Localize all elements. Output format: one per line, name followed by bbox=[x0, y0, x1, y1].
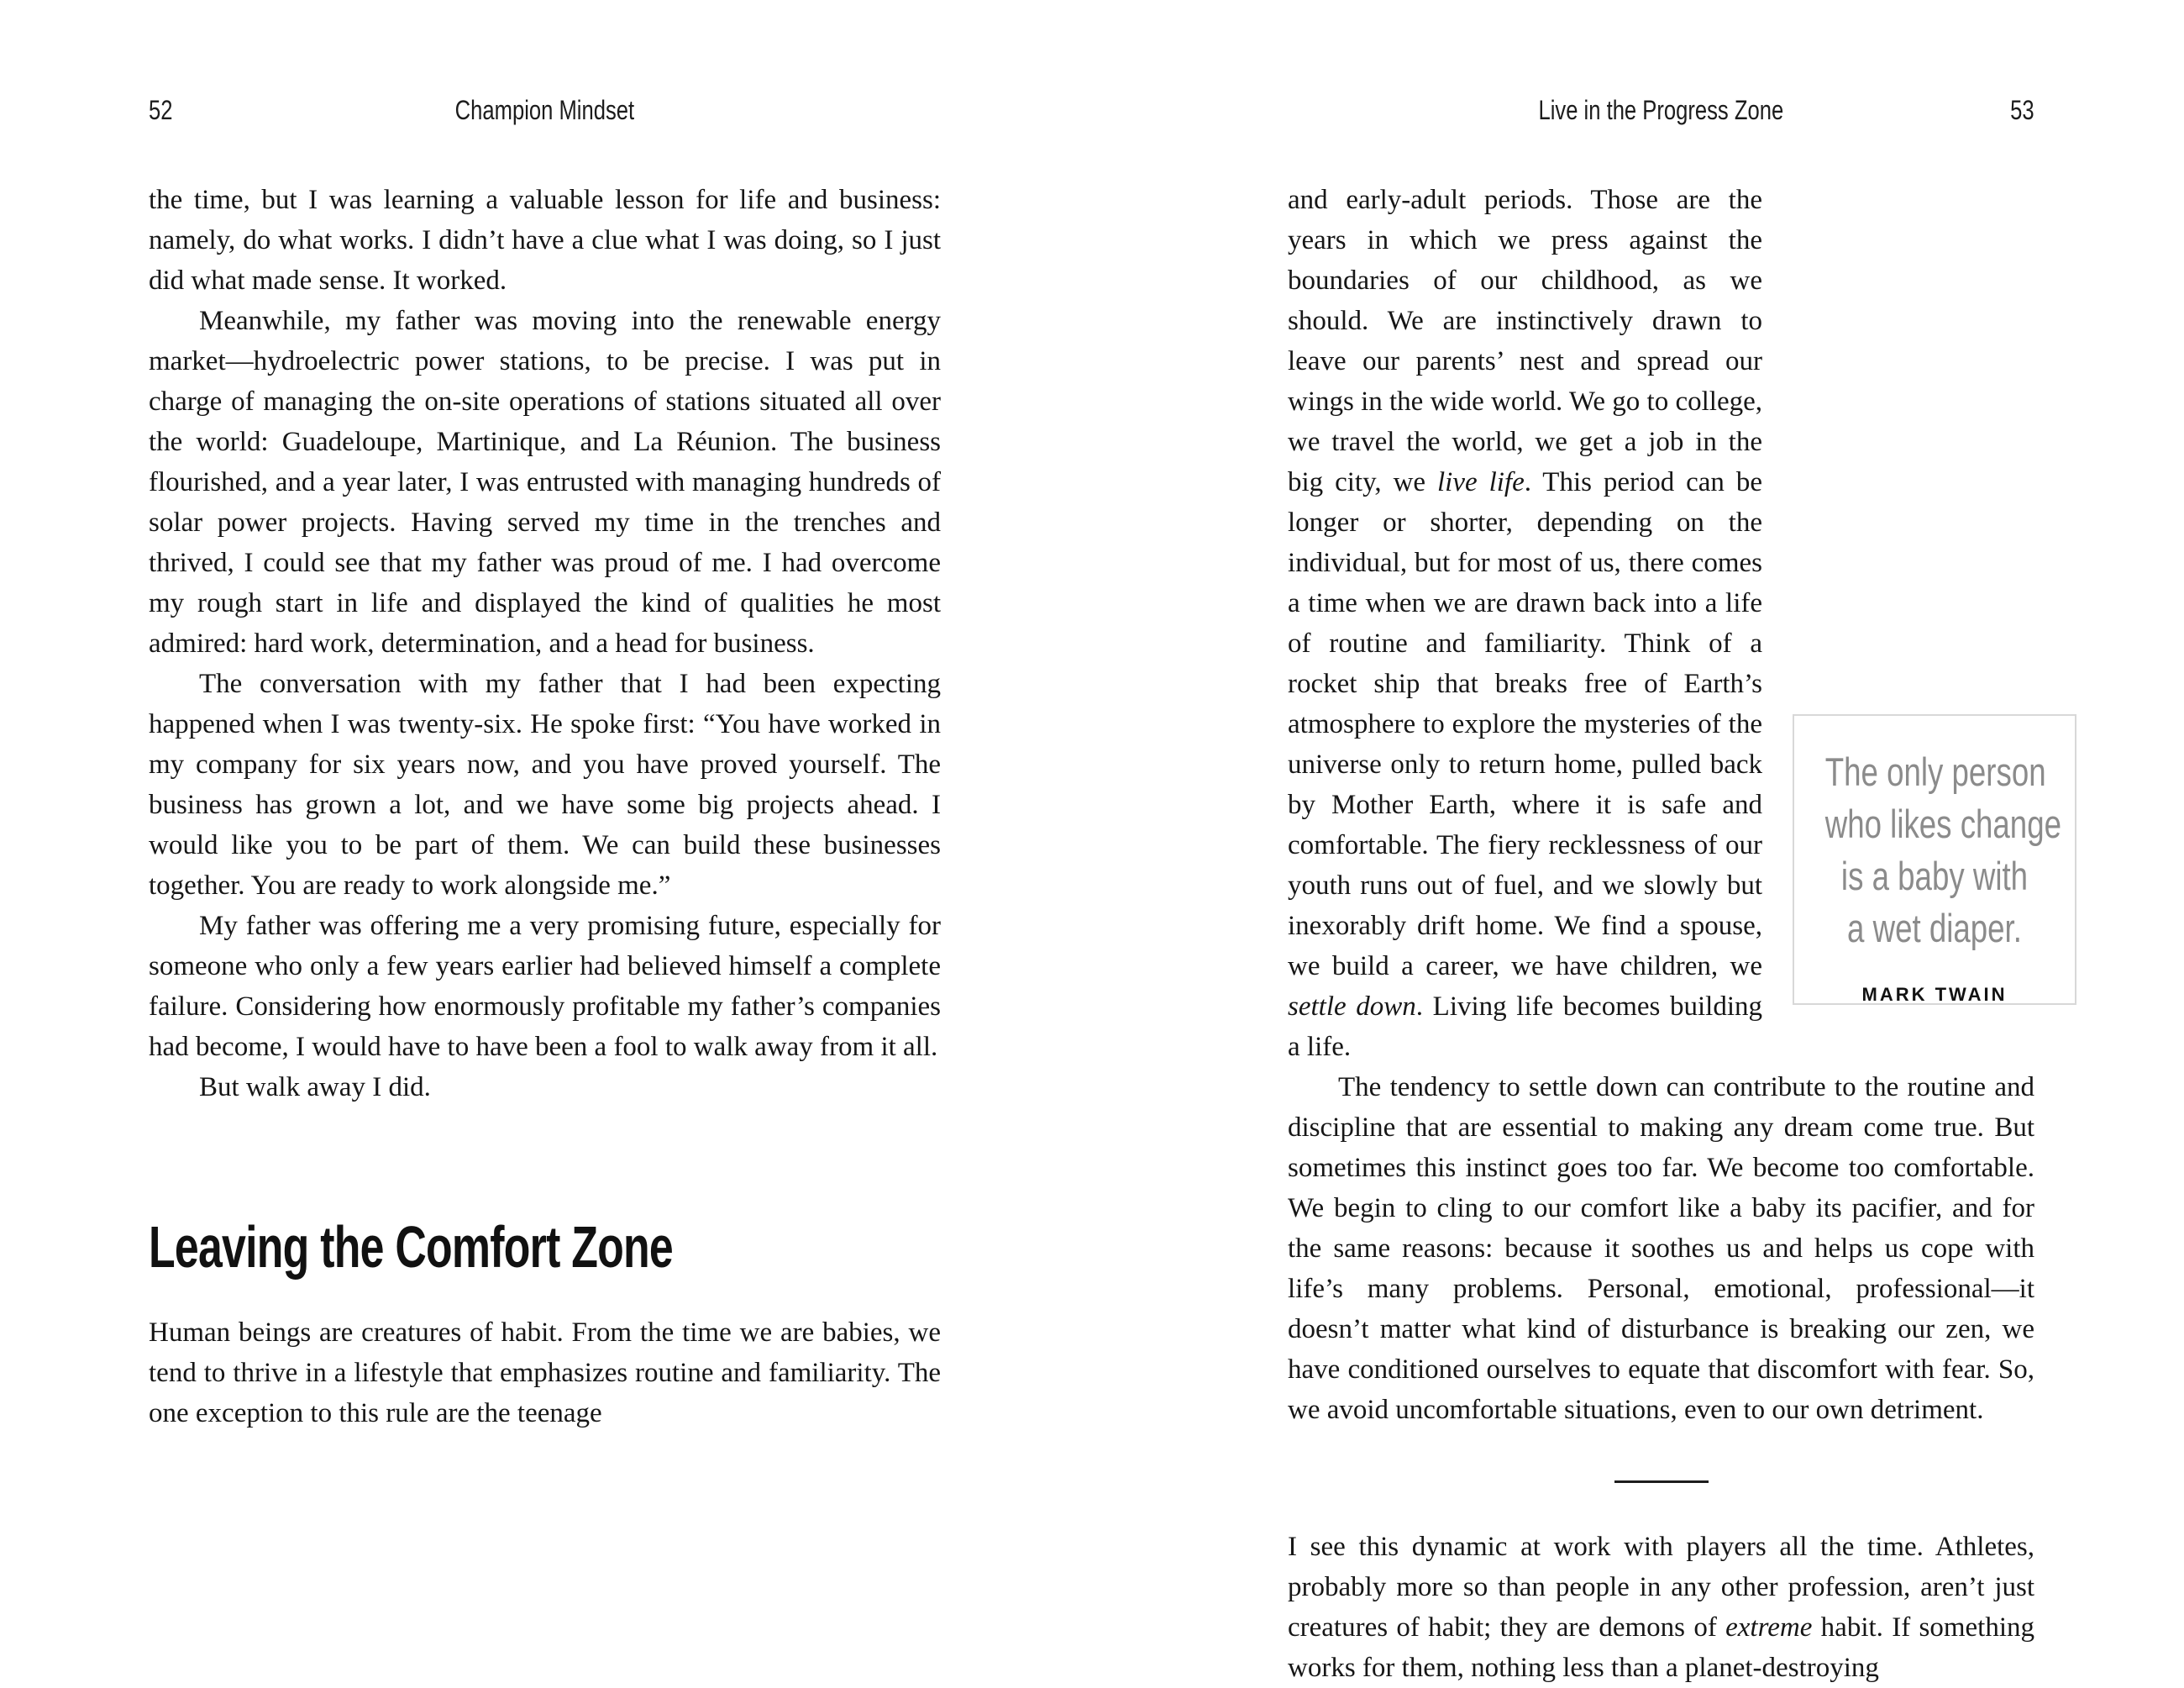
text-run: My father was offering me a very promising future, especially for someone who only a few years earlier had believed himself a complete failure. Considering how enormously profitable my father’s companies had become, I would have to have been a fool to walk away from it all. bbox=[149, 911, 941, 1062]
section-heading: Leaving the Comfort Zone bbox=[149, 1214, 674, 1280]
left-page-text-column bbox=[149, 180, 941, 1433]
running-head-right-text: Live in the Progress Zone bbox=[1538, 95, 1784, 125]
running-head-left bbox=[149, 94, 941, 126]
left-page-paragraphs-after-heading bbox=[149, 1312, 941, 1433]
text-run: The tendency to settle down can contribute to the routine and discipline that are essential to making any dream come true. But sometimes this instinct goes too far. We become too comfortable. We begin to cling to our comfort like a baby its pacifier, and for the same reasons: because it soothes us and helps us cope with life’s many problems. Personal, emotional, professional—it doesn’t matter what kind of disturbance is breaking our zen, we have conditioned ourselves to equate that discomfort with fear. So, we avoid uncomfortable situations, even to our own detriment. bbox=[1288, 1072, 2034, 1425]
right-page-text-column bbox=[1288, 180, 2061, 1688]
italic-text-run: extreme bbox=[1725, 1612, 1813, 1643]
left-page-paragraphs bbox=[149, 180, 941, 1107]
text-run: the time, but I was learning a valuable lesson for life and business: namely, do what works. I didn’t have a clue what I was doing, so I just did what made sense. It worked. bbox=[149, 185, 941, 296]
text-run: and early-adult periods. Those are the years in which we press against the boundaries of our childhood, as we should. We are instinctively drawn to leave our parents’ nest and spread our wings in the wide world. We go to college, we travel the world, we get a job in the big city, we bbox=[1288, 185, 1762, 497]
pull-quote-attribution: MARK TWAIN bbox=[1861, 984, 2008, 1005]
italic-text-run: settle down bbox=[1288, 991, 1416, 1022]
page-number-right: 53 bbox=[2010, 95, 2034, 125]
running-head-left-text: Champion Mindset bbox=[454, 95, 635, 125]
pull-quote-line: The only person bbox=[1824, 749, 2046, 794]
pull-quote-line: a wet diaper. bbox=[1847, 906, 2022, 950]
paragraph bbox=[149, 301, 941, 664]
paragraph bbox=[1288, 1527, 2034, 1688]
pull-quote-box bbox=[1793, 714, 2076, 1005]
pull-quote-text bbox=[1824, 746, 2061, 954]
page-number-left: 52 bbox=[149, 95, 173, 125]
running-head-right bbox=[1288, 94, 2034, 126]
paragraph bbox=[1288, 1067, 2034, 1430]
text-run: . Living life becomes building a life. bbox=[1288, 991, 1762, 1062]
pull-quote-line: who likes change bbox=[1824, 802, 2061, 846]
pull-quote-line: is a baby with bbox=[1840, 854, 2029, 898]
section-break-rule bbox=[1614, 1480, 1709, 1483]
paragraph bbox=[149, 180, 941, 301]
paragraph bbox=[149, 1312, 941, 1433]
paragraph bbox=[149, 664, 941, 906]
italic-text-run: live life bbox=[1437, 467, 1525, 497]
right-page-paragraphs-after-rule bbox=[1288, 1527, 2034, 1688]
text-run: I see this dynamic at work with players all the time. Athletes, probably more so than people in any other profession, aren’t just creatures of habit; they are demons of bbox=[1288, 1532, 2034, 1643]
text-run: But walk away I did. bbox=[199, 1072, 431, 1102]
paragraph bbox=[149, 906, 941, 1067]
text-run: . This period can be longer or shorter, depending on the individual, but for most of us, there comes a time when we are drawn back into a life of routine and familiarity. Think of a rocket ship that breaks free of Earth’s atmosphere to explore the mysteries of the universe only to return home, pulled back by Mother Earth, where it is safe and comfortable. The fiery recklessness of our youth runs out of fuel, and we slowly but inexorably drift home. We find a spouse, we build a career, we have children, we bbox=[1288, 467, 1762, 981]
text-run: The conversation with my father that I had been expecting happened when I was twenty-six. He spoke first: “You have worked in my company for six years now, and you have proved yourself. The business has grown a lot, and we have some big projects ahead. I would like you to be part of them. We can build these businesses together. You are ready to work alongside me.” bbox=[149, 669, 941, 901]
text-run: Meanwhile, my father was moving into the renewable energy market—hydroelectric power stations, to be precise. I was put in charge of managing the on-site operations of stations situated all over the world: Guadeloupe, Martinique, and La Réunion. The business flourished, and a year later, I was entrusted with managing hundreds of solar power projects. Having served my time in the trenches and thrived, I could see that my father was proud of me. I had overcome my rough start in life and displayed the kind of qualities he most admired: hard work, determination, and a head for business. bbox=[149, 306, 941, 659]
text-run: habit. If something works for them, nothing less than a planet-destroying bbox=[1288, 1612, 2034, 1683]
paragraph bbox=[149, 1067, 941, 1107]
text-run: Human beings are creatures of habit. From the time we are babies, we tend to thrive in a lifestyle that emphasizes routine and familiarity. The one exception to this rule are the teenage bbox=[149, 1317, 941, 1428]
